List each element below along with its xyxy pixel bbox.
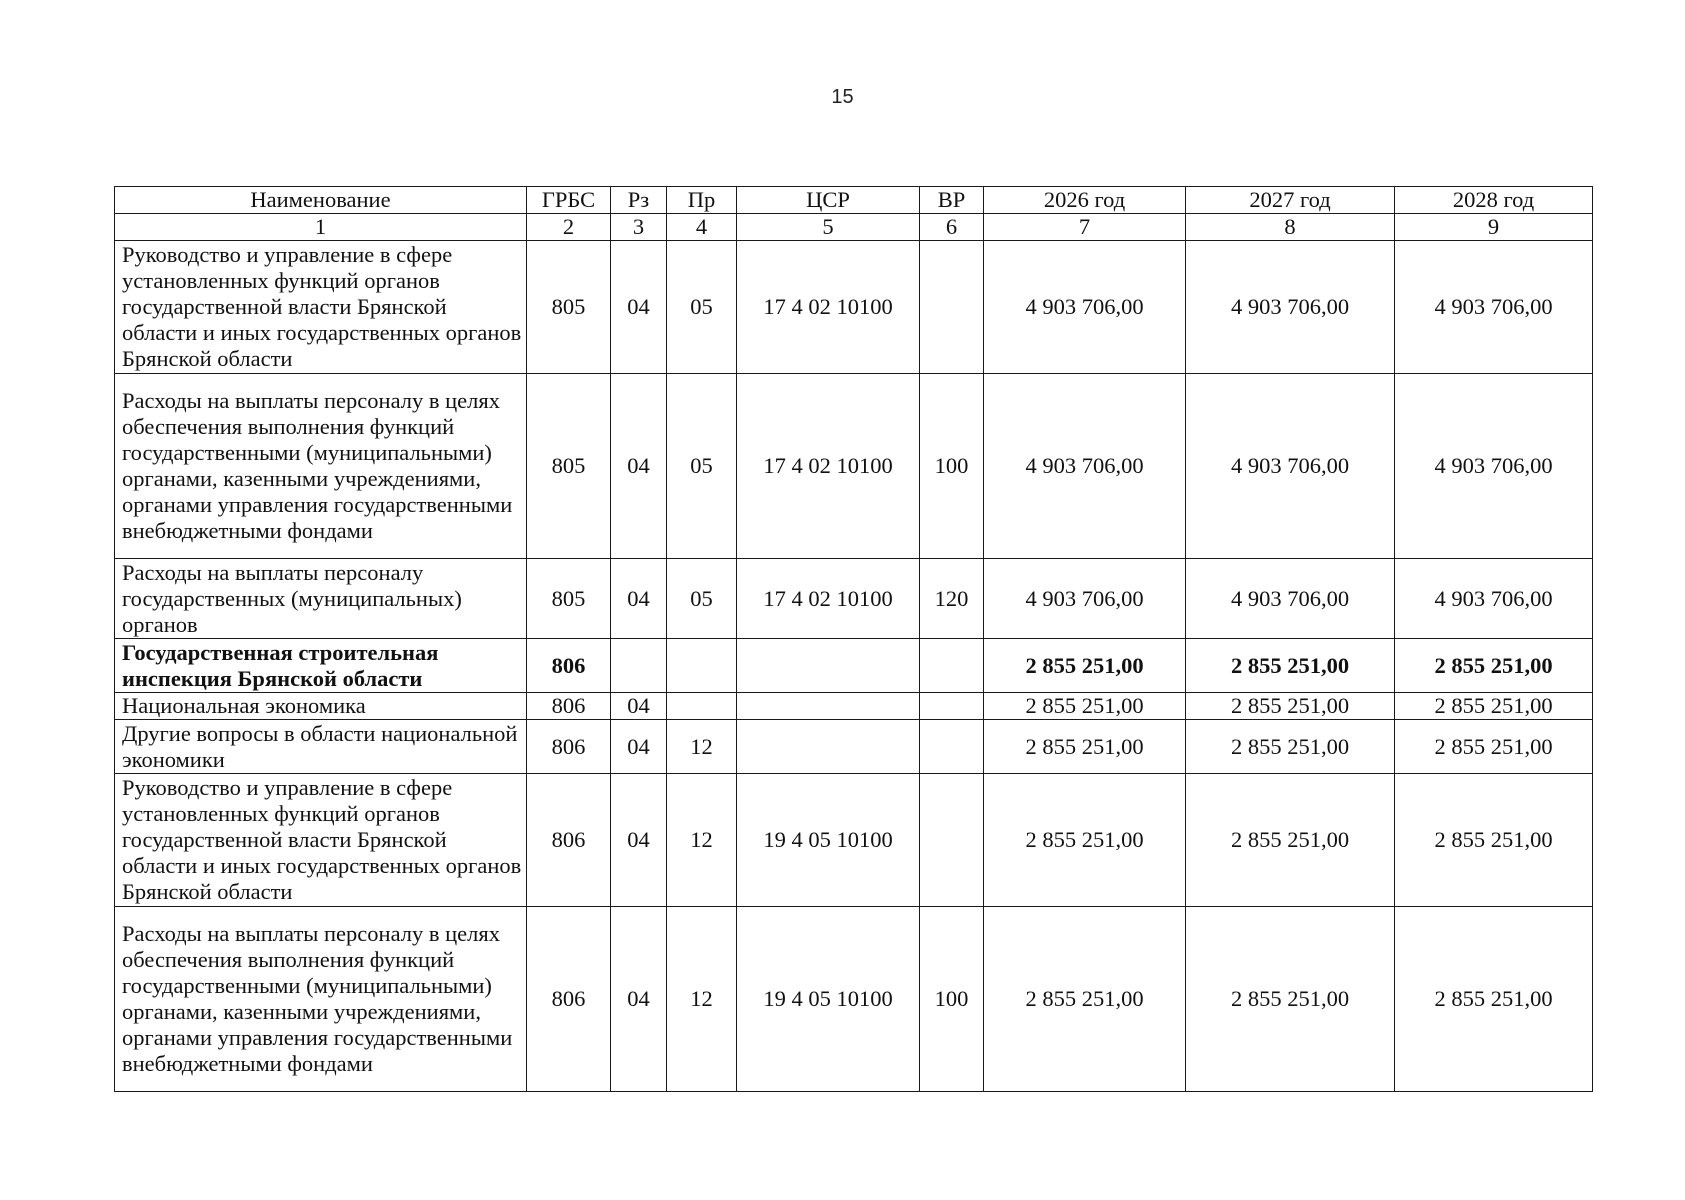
row-pr: 05 — [667, 374, 737, 559]
row-csr — [737, 693, 920, 720]
row-grbs: 806 — [527, 693, 611, 720]
row-pr — [667, 693, 737, 720]
row-2026: 2 855 251,00 — [984, 907, 1186, 1092]
row-2028: 2 855 251,00 — [1395, 774, 1593, 907]
row-2028: 4 903 706,00 — [1395, 241, 1593, 374]
header-2027: 2027 год — [1186, 187, 1395, 214]
row-csr: 17 4 02 10100 — [737, 559, 920, 639]
row-2028: 2 855 251,00 — [1395, 907, 1593, 1092]
column-number: 4 — [667, 214, 737, 241]
row-grbs: 805 — [527, 241, 611, 374]
row-grbs: 806 — [527, 774, 611, 907]
column-number: 3 — [611, 214, 667, 241]
row-pr — [667, 639, 737, 693]
row-name: Расходы на выплаты персоналу в целях обеспечения выполнения функций государственными (муниципальными) органами, казенными учреждениями, органами управления государственными внебюджетными фондами — [115, 374, 527, 559]
table-row — [115, 693, 1593, 720]
row-2027: 2 855 251,00 — [1186, 774, 1395, 907]
header-2028: 2028 год — [1395, 187, 1593, 214]
table-row — [115, 241, 1593, 374]
row-2028: 4 903 706,00 — [1395, 559, 1593, 639]
header-row — [115, 187, 1593, 214]
row-rz: 04 — [611, 241, 667, 374]
row-name: Национальная экономика — [115, 693, 527, 720]
row-name: Другие вопросы в области национальной экономики — [115, 720, 527, 774]
row-csr — [737, 639, 920, 693]
row-name: Расходы на выплаты персоналу в целях обеспечения выполнения функций государственными (муниципальными) органами, казенными учреждениями, органами управления государственными внебюджетными фондами — [115, 907, 527, 1092]
row-grbs: 806 — [527, 720, 611, 774]
column-number: 6 — [920, 214, 984, 241]
table-row — [115, 907, 1593, 1092]
row-2026: 4 903 706,00 — [984, 374, 1186, 559]
row-2026: 4 903 706,00 — [984, 241, 1186, 374]
row-csr: 17 4 02 10100 — [737, 241, 920, 374]
table-row — [115, 559, 1593, 639]
row-grbs: 805 — [527, 374, 611, 559]
row-vr — [920, 639, 984, 693]
row-grbs: 805 — [527, 559, 611, 639]
header-rz: Рз — [611, 187, 667, 214]
row-2026: 2 855 251,00 — [984, 693, 1186, 720]
column-number: 9 — [1395, 214, 1593, 241]
row-pr: 05 — [667, 559, 737, 639]
row-csr: 19 4 05 10100 — [737, 774, 920, 907]
row-rz: 04 — [611, 374, 667, 559]
header-vr: ВР — [920, 187, 984, 214]
row-pr: 12 — [667, 907, 737, 1092]
row-2026: 2 855 251,00 — [984, 720, 1186, 774]
row-rz: 04 — [611, 720, 667, 774]
row-vr: 100 — [920, 374, 984, 559]
row-csr: 19 4 05 10100 — [737, 907, 920, 1092]
row-vr — [920, 241, 984, 374]
row-2028: 2 855 251,00 — [1395, 720, 1593, 774]
row-2028: 4 903 706,00 — [1395, 374, 1593, 559]
row-2027: 4 903 706,00 — [1186, 241, 1395, 374]
column-number: 7 — [984, 214, 1186, 241]
row-grbs: 806 — [527, 907, 611, 1092]
row-pr: 12 — [667, 774, 737, 907]
row-name: Государственная строительная инспекция Брянской области — [115, 639, 527, 693]
header-2026: 2026 год — [984, 187, 1186, 214]
row-vr — [920, 693, 984, 720]
row-2027: 2 855 251,00 — [1186, 907, 1395, 1092]
column-number: 5 — [737, 214, 920, 241]
row-vr: 100 — [920, 907, 984, 1092]
row-2027: 2 855 251,00 — [1186, 720, 1395, 774]
row-2026: 4 903 706,00 — [984, 559, 1186, 639]
table-row — [115, 774, 1593, 907]
column-number: 8 — [1186, 214, 1395, 241]
row-2027: 4 903 706,00 — [1186, 559, 1395, 639]
row-name: Расходы на выплаты персоналу государственных (муниципальных) органов — [115, 559, 527, 639]
row-vr — [920, 774, 984, 907]
row-rz: 04 — [611, 907, 667, 1092]
row-2028: 2 855 251,00 — [1395, 639, 1593, 693]
row-pr: 05 — [667, 241, 737, 374]
row-grbs: 806 — [527, 639, 611, 693]
row-rz: 04 — [611, 559, 667, 639]
row-name: Руководство и управление в сфере установленных функций органов государственной власти Брянской области и иных государственных органов Брянской области — [115, 774, 527, 907]
row-vr: 120 — [920, 559, 984, 639]
header-name: Наименование — [115, 187, 527, 214]
row-pr: 12 — [667, 720, 737, 774]
row-rz — [611, 639, 667, 693]
column-number: 1 — [115, 214, 527, 241]
page-number: 15 — [831, 86, 854, 108]
table-row — [115, 374, 1593, 559]
row-vr — [920, 720, 984, 774]
table-row — [115, 720, 1593, 774]
row-csr: 17 4 02 10100 — [737, 374, 920, 559]
row-2028: 2 855 251,00 — [1395, 693, 1593, 720]
row-rz: 04 — [611, 774, 667, 907]
budget-table — [114, 186, 1593, 1092]
row-rz: 04 — [611, 693, 667, 720]
row-csr — [737, 720, 920, 774]
column-number-row — [115, 214, 1593, 241]
row-2027: 2 855 251,00 — [1186, 639, 1395, 693]
column-number: 2 — [527, 214, 611, 241]
row-name: Руководство и управление в сфере установленных функций органов государственной власти Брянской области и иных государственных органов Брянской области — [115, 241, 527, 374]
row-2026: 2 855 251,00 — [984, 639, 1186, 693]
header-grbs: ГРБС — [527, 187, 611, 214]
header-csr: ЦСР — [737, 187, 920, 214]
row-2026: 2 855 251,00 — [984, 774, 1186, 907]
header-pr: Пр — [667, 187, 737, 214]
row-2027: 4 903 706,00 — [1186, 374, 1395, 559]
row-2027: 2 855 251,00 — [1186, 693, 1395, 720]
table-row — [115, 639, 1593, 693]
